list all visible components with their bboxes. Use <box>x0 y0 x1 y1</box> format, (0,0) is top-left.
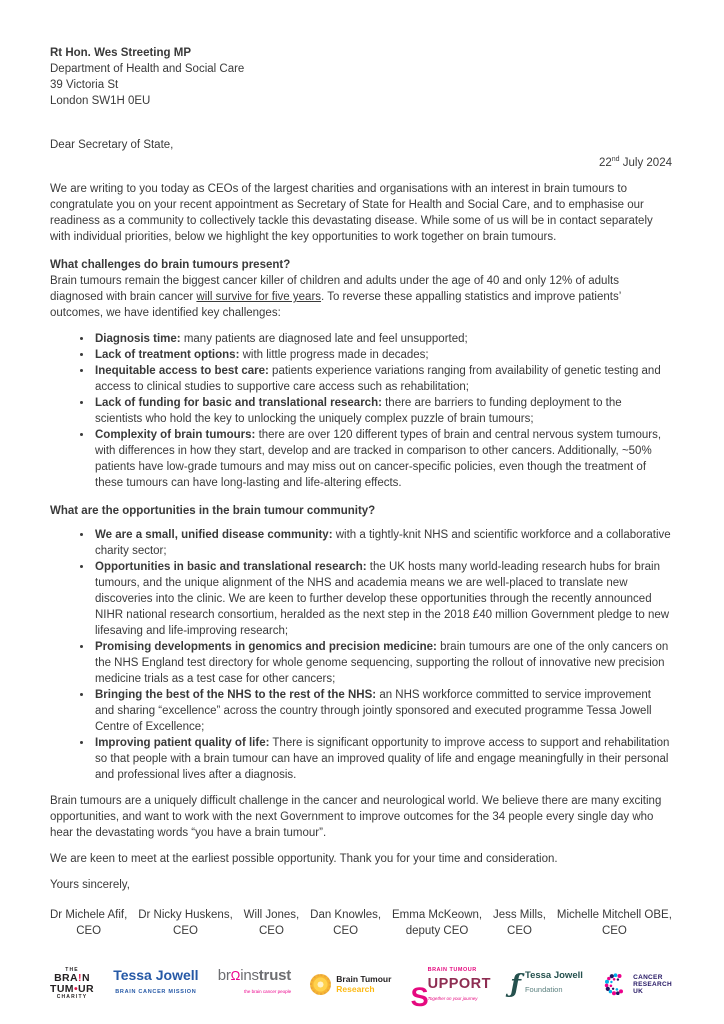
challenges-text-before: Brain tumours remain the biggest cancer killer of children and adults under the age of 40 and only 12% of adults diagnosed with brain cancer <box>50 275 619 303</box>
challenges-paragraph <box>50 273 672 321</box>
tbtc-the: THE <box>65 966 79 973</box>
bullet-item <box>93 687 672 735</box>
recipient-address-line: Department of Health and Social Care <box>50 63 245 75</box>
bullet-item <box>93 559 672 639</box>
signatory-name: Jess Mills, <box>492 909 546 921</box>
btr-line2: Research <box>336 983 375 994</box>
bts-s-icon: S <box>410 981 429 1012</box>
brain-tumour-research-mosaic-icon <box>310 974 331 995</box>
brain-tumour-research-logo <box>310 974 391 995</box>
bullet-item <box>93 363 672 395</box>
tjm-subtitle: BRAIN CANCER MISSION <box>115 988 197 995</box>
tbtc-exclamation-icon: ! <box>78 971 82 984</box>
bullet-lead: Complexity of brain tumours: <box>95 429 256 441</box>
brainstrust-head-icon: Ω <box>230 968 241 983</box>
signatory-title: CEO <box>333 925 359 937</box>
signatory <box>392 907 482 939</box>
challenges-heading: What challenges do brain tumours present? <box>50 259 291 271</box>
recipient-name: Rt Hon. Wes Streeting MP <box>50 47 191 59</box>
tbtc-brain-post: N <box>81 971 90 984</box>
btr-wordmark <box>336 974 391 994</box>
cruk-line2: RESEARCH <box>633 980 672 988</box>
bst-mid: ins <box>240 967 259 984</box>
recipient-address-line: 39 Victoria St <box>50 79 119 91</box>
tessa-jowell-mission-logo <box>113 968 198 999</box>
bullet-item <box>93 395 672 427</box>
opportunities-bullet-list <box>50 527 672 783</box>
bts-wordmark <box>428 962 491 1007</box>
bullet-lead: Inequitable access to best care: <box>95 365 269 377</box>
intro-paragraph: We are writing to you today as CEOs of the largest charities and organisations with an interest in brain tumours to congratulate you on your recent appointment as Secretary of State for Health and Social Care, and to emphasise our readiness as a community to collectively tackle this devastating disease. While some of us will be in contact separately with individual priorities, below we highlight the key opportunities to work together on brain tumours. <box>50 183 653 243</box>
signatory <box>557 907 672 939</box>
signatory <box>244 907 300 939</box>
brain-tumour-charity-logo <box>50 968 94 1001</box>
bullet-item <box>93 331 672 347</box>
bullet-lead: Bringing the best of the NHS to the rest of the NHS: <box>95 689 377 701</box>
bullet-item <box>93 735 672 783</box>
cancer-research-uk-logo <box>602 971 672 998</box>
btr-line1: Brain Tumour <box>336 974 392 985</box>
charity-logos-row <box>50 949 672 1019</box>
signatory-title: CEO <box>259 925 284 937</box>
closing-paragraph-1: Brain tumours are a uniquely difficult challenge in the cancer and neurological world. We believe there are many exciting opportunities, and want to work with the next Government to improve outcomes for the 34 people every single day who hear the devastating words “you have a brain tumour”. <box>50 795 662 839</box>
bullet-lead: Lack of funding for basic and translational research: <box>95 397 382 409</box>
bullet-text: an NHS workforce committed to service improvement and sharing “excellence” across the country through jointly sponsored and executed programme Tessa Jowell Centre of Excellence; <box>95 689 652 733</box>
opportunities-heading: What are the opportunities in the brain tumour community? <box>50 505 376 517</box>
signatory-title: deputy CEO <box>405 925 469 937</box>
bullet-text: with little progress made in decades; <box>239 349 429 361</box>
signatory-name: Emma McKeown, <box>391 909 483 921</box>
recipient-address-line: London SW1H 0EU <box>50 95 151 107</box>
bst-tagline: the brain cancer people <box>244 989 292 994</box>
tjf-f-icon: ƒ <box>510 969 521 998</box>
signoff: Yours sincerely, <box>50 879 130 891</box>
signatory-name: Will Jones, <box>243 909 300 921</box>
bullet-lead: Diagnosis time: <box>95 333 181 345</box>
bullet-text: the UK hosts many world-leading research hubs for brain tumours, and the unique alignment of the NHS and academia means we are well-placed to translate new discoveries into the clinic. We are keen to further develop these opportunities through the recently announced NIHR national research consortium, heralded as the next step in the 2018 £40 million Government pledge to new lifesaving and life-improving research; <box>95 561 670 637</box>
tbtc-tumour-pre: TUM <box>50 983 74 995</box>
date-day: 22 <box>598 157 612 169</box>
bullet-lead: We are a small, unified disease community: <box>95 529 333 541</box>
challenges-text-after: . To reverse these appalling statistics and improve patients’ outcomes, we have identified key challenges: <box>50 291 621 319</box>
signatory <box>310 907 381 939</box>
challenges-bullet-list <box>50 331 672 491</box>
signatory-name: Dr Nicky Huskens, <box>138 909 233 921</box>
bullet-item <box>93 427 672 491</box>
tbtc-dot-icon: • <box>73 983 79 995</box>
signatory <box>50 907 127 939</box>
bullet-text: there are barriers to funding deployment to the scientists who hold the key to unlocking the uniquely complex puzzle of brain tumours; <box>95 397 622 425</box>
tjf-subtitle: Foundation <box>524 984 563 994</box>
signatory-name: Michelle Mitchell OBE, <box>556 909 672 921</box>
bts-top-line: BRAIN TUMOUR <box>427 966 477 973</box>
date-rest: July 2024 <box>619 157 672 169</box>
tjf-wordmark <box>525 970 583 998</box>
bullet-text: many patients are diagnosed late and feel unsupported; <box>180 333 468 345</box>
bts-tagline: Together on your journey <box>427 995 478 1001</box>
tjf-name: Tessa Jowell <box>524 970 583 982</box>
signatory-title: CEO <box>76 925 102 937</box>
bullet-text: with a tightly-knit NHS and scientific workforce and a collaborative charity sector; <box>95 529 671 557</box>
signatory-title: CEO <box>173 925 198 937</box>
recipient-block <box>50 45 672 109</box>
bst-wordmark <box>218 968 291 983</box>
bullet-text: There is significant opportunity to improve access to support and rehabilitation so that people with a brain tumour can have an improved quality of life and engage meaningfully in their personal and professional lives after a diagnosis. <box>95 737 670 781</box>
tbtc-charity: CHARITY <box>56 994 88 1001</box>
signatory <box>138 907 233 939</box>
bst-pre: br <box>217 967 231 984</box>
signatory-title: CEO <box>507 925 532 937</box>
underlined-phrase: will survive for five years <box>196 291 322 303</box>
bts-support-line: UPPORT <box>427 975 492 992</box>
cruk-wordmark <box>633 974 672 995</box>
letter-date <box>50 155 672 171</box>
bullet-text: brain tumours are one of the only cancers on the NHS England test directory for whole genome sequencing, supporting the rollout of innovative new precision medicine trials as a test case for other cancers; <box>95 641 669 685</box>
bullet-item <box>93 639 672 687</box>
bst-trust: trust <box>258 967 292 984</box>
bullet-item <box>93 347 672 363</box>
bullet-lead: Opportunities in basic and translational research: <box>95 561 367 573</box>
tessa-jowell-foundation-logo <box>510 970 583 998</box>
cruk-dotted-c-icon <box>602 971 629 998</box>
tbtc-brain-pre: BRA <box>54 971 79 984</box>
bullet-item <box>93 527 672 559</box>
cruk-line1: CANCER <box>633 973 663 981</box>
cruk-line3: UK <box>633 987 644 995</box>
date-ordinal: nd <box>611 156 620 164</box>
salutation: Dear Secretary of State, <box>50 139 174 151</box>
signatory <box>493 907 546 939</box>
tbtc-tumour-post: UR <box>78 983 94 995</box>
signatory-title: CEO <box>601 925 627 937</box>
bullet-lead: Improving patient quality of life: <box>95 737 270 749</box>
brain-tumour-support-logo <box>410 962 492 1012</box>
signatory-name: Dan Knowles, <box>310 909 382 921</box>
bullet-text: there are over 120 different types of brain and central nervous system tumours, with differences in how they start, develop and are tracked in comparison to other cancers. Additionally, ~50% patients have low-grade tumours and may miss out on cancer-specific policies, even though the treatment of these tumours can have long-lasting and life-altering effects. <box>95 429 662 489</box>
bullet-lead: Lack of treatment options: <box>95 349 240 361</box>
brainstrust-logo <box>218 968 291 1000</box>
bullet-lead: Promising developments in genomics and precision medicine: <box>95 641 437 653</box>
closing-paragraph-2: We are keen to meet at the earliest possible opportunity. Thank you for your time and consideration. <box>50 853 558 865</box>
signatory-name: Dr Michele Afif, <box>50 909 128 921</box>
bullet-text: patients experience variations ranging from availability of genetic testing and access to clinical studies to supportive care access such as rehabilitation; <box>95 365 661 393</box>
tjm-name: Tessa Jowell <box>113 967 199 984</box>
signatories-row <box>50 907 672 939</box>
